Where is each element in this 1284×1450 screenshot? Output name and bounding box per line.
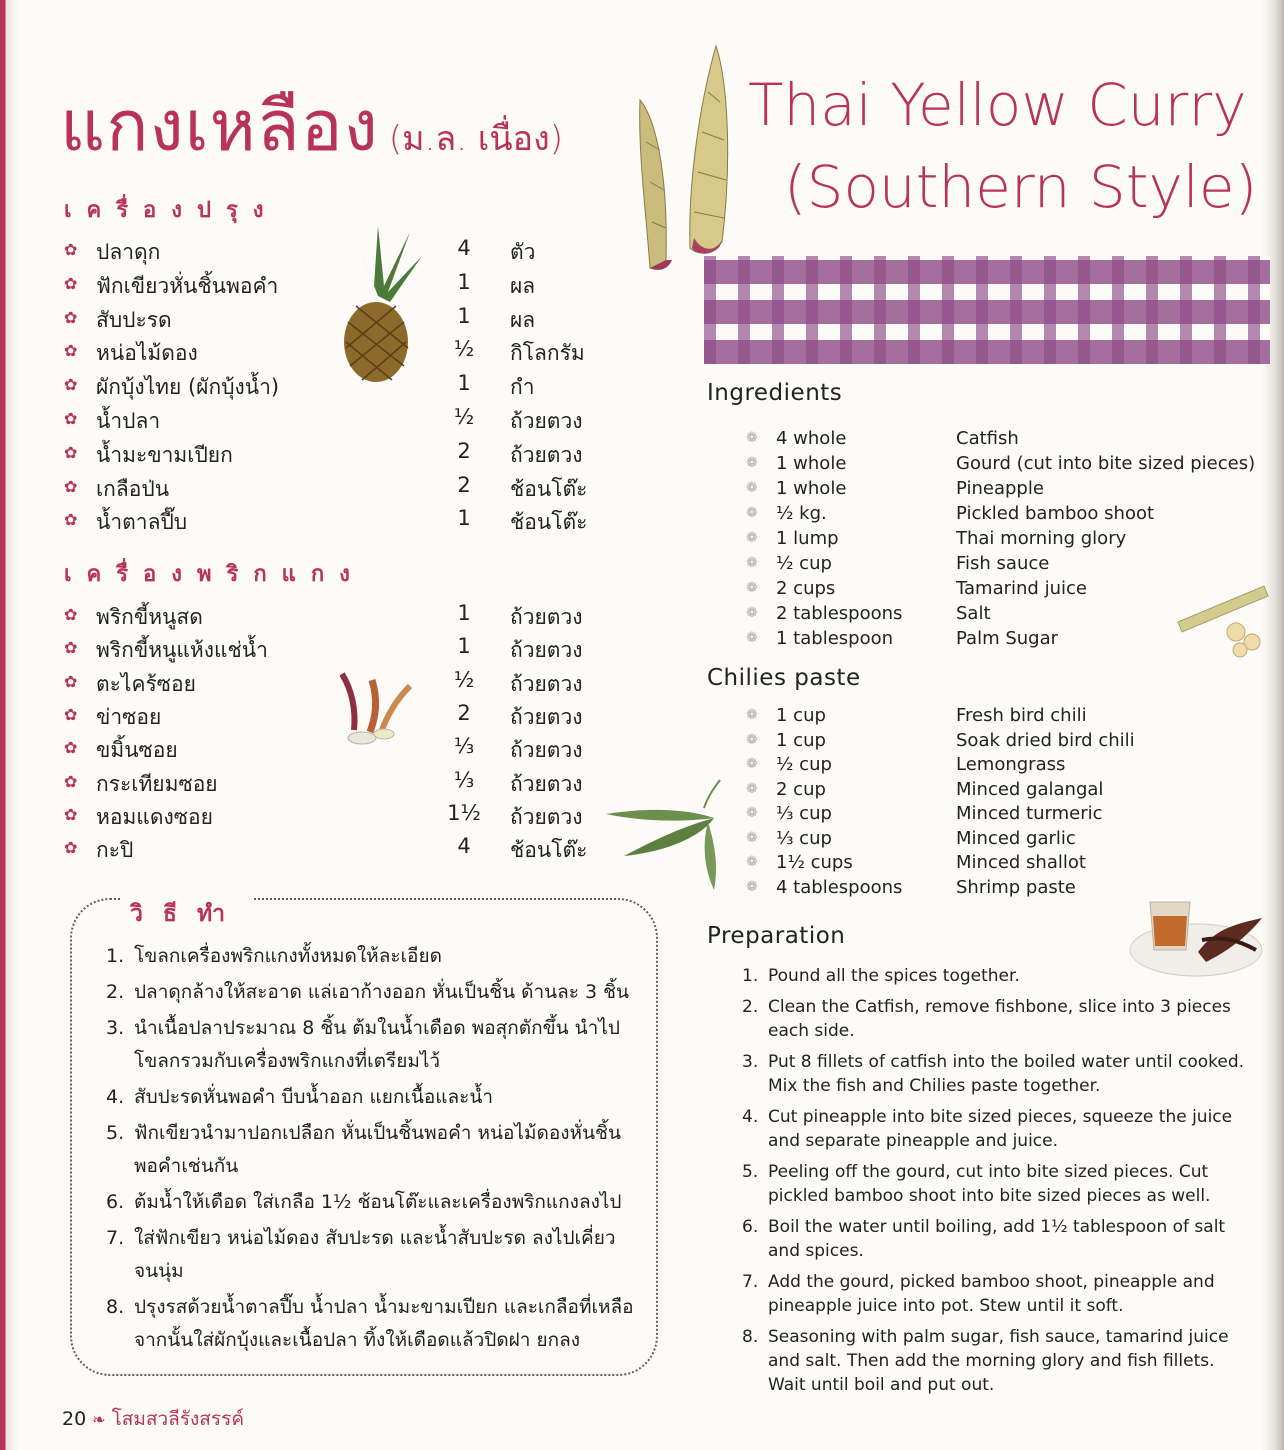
ingredient-qty: 1 <box>457 371 471 396</box>
flower-bullet-icon: ❁ <box>746 805 758 821</box>
bamboo-shoot-illustration <box>628 42 748 278</box>
ingredient-name: หน่อไม้ดอง <box>96 341 198 366</box>
ingredient-item: Pickled bamboo shoot <box>956 503 1155 524</box>
method-step <box>106 1186 634 1219</box>
ingredient-name: ฟักเขียวหั่นชิ้นพอคำ <box>96 273 279 298</box>
step-text: โขลกเครื่องพริกแกงทั้งหมดให้ละเอียด <box>134 945 442 967</box>
ingredient-unit: ถ้วยตวง <box>510 605 583 629</box>
method-step <box>106 976 634 1009</box>
ingredient-unit: ถ้วยตวง <box>510 738 583 763</box>
spices-illustration <box>332 670 420 750</box>
ingredient-item: Minced shallot <box>956 852 1086 873</box>
step-text: Seasoning with palm sugar, fish sauce, tamarind juice and salt. Then add the morning glory and fish fillets. Wait until boil and put out. <box>768 1327 1229 1395</box>
ingredient-name: กระเทียมซอย <box>96 771 218 796</box>
ingredient-qty: ½ <box>453 405 475 429</box>
flower-bullet-icon: ❁ <box>746 854 758 870</box>
leaf-icon: ❧ <box>92 1410 106 1429</box>
flower-bullet-icon: ✿ <box>64 804 78 824</box>
ingredient-qty: 2 <box>457 438 471 463</box>
ingredient-amount: 1 tablespoon <box>776 628 893 649</box>
ingredient-name: น้ำตาลปี๊บ <box>96 510 188 535</box>
ingredient-name: ผักบุ้งไทย (ผักบุ้งน้ำ) <box>96 375 280 400</box>
ingredient-unit: ถ้วยตวง <box>510 442 583 467</box>
ingredient-unit: ผล <box>510 307 536 332</box>
flower-bullet-icon: ❁ <box>746 878 758 895</box>
step-number: 7. <box>742 1272 759 1292</box>
method-step <box>742 995 1254 1043</box>
ingredient-name: พริกขี้หนูแห้งแช่น้ำ <box>96 638 268 663</box>
ingredient-amount: 1 whole <box>776 453 847 474</box>
ingredient-item: Lemongrass <box>956 754 1066 775</box>
ingredient-unit: ถ้วยตวง <box>510 638 583 663</box>
step-number: 3. <box>106 1017 125 1039</box>
ingredient-item: Tamarind juice <box>956 578 1087 599</box>
ingredient-amount: 1 cup <box>776 729 826 751</box>
ingredient-name: เกลือป่น <box>96 476 170 501</box>
thai-method-heading: วิธีทำ <box>122 896 253 932</box>
ingredient-unit: ช้อนโต๊ะ <box>510 838 588 863</box>
ingredient-unit: กำ <box>510 375 535 400</box>
ingredient-amount: ½ cup <box>776 754 832 775</box>
ingredient-name: ข่าซอย <box>96 704 162 729</box>
thai-title-sub: (ม.ล. เนื่อง) <box>388 119 563 159</box>
ingredient-unit: ถ้วยตวง <box>510 704 583 729</box>
english-title <box>748 64 1268 228</box>
step-text: Peeling off the gourd, cut into bite sized pieces. Cut pickled bamboo shoot into bite sized pieces as well. <box>768 1162 1211 1206</box>
step-number: 2. <box>106 981 125 1003</box>
step-text: Add the gourd, picked bamboo shoot, pineapple and pineapple juice into pot. Stew until it soft. <box>768 1272 1215 1316</box>
step-number: 5. <box>742 1162 759 1182</box>
ingredient-item: Pineapple <box>956 478 1044 499</box>
ingredient-qty: 1 <box>457 303 471 328</box>
step-text: ปลาดุกล้างให้สะอาด แล่เอาก้างออก หั่นเป็นชิ้น ด้านละ 3 ชิ้น <box>134 981 630 1003</box>
ingredient-qty: ⅓ <box>453 767 475 792</box>
step-text: ใส่ฟักเขียว หน่อไม้ดอง สับปะรด และน้ำสับปะรด ลงไปเคี่ยวจนนุ่ม <box>134 1227 616 1282</box>
magazine-name: โสมสวลีรังสรรค์ <box>111 1408 245 1430</box>
ingredient-item: Catfish <box>956 428 1019 449</box>
ingredient-item: Fresh bird chili <box>956 705 1087 726</box>
step-text: Put 8 fillets of catfish into the boiled water until cooked. Mix the fish and Chilies paste together. <box>768 1052 1245 1096</box>
ingredient-item: Thai morning glory <box>956 528 1127 549</box>
ingredient-item: Fish sauce <box>956 553 1050 574</box>
ingredient-amount: 4 tablespoons <box>776 876 903 898</box>
ingredient-item: Minced turmeric <box>956 803 1103 824</box>
ingredient-qty: 1 <box>457 269 471 294</box>
ingredient-name: ขมิ้นซอย <box>96 738 178 763</box>
flower-bullet-icon: ✿ <box>64 738 78 758</box>
ingredient-unit: ถ้วยตวง <box>510 671 583 696</box>
ingredient-item: Shrimp paste <box>956 876 1076 898</box>
ingredient-qty: 4 <box>457 236 471 260</box>
method-step <box>742 1270 1254 1318</box>
ingredient-unit: ถ้วยตวง <box>510 771 583 796</box>
thai-paste-heading: เครื่องพริกแกง <box>64 562 365 587</box>
method-step <box>106 1012 634 1078</box>
thai-title-main: แกงเหลือง <box>60 85 379 167</box>
ingredient-amount: ½ kg. <box>776 503 827 524</box>
ingredient-unit: ตัว <box>510 240 536 264</box>
flower-bullet-icon: ✿ <box>64 476 78 496</box>
ingredient-amount: 1 lump <box>776 528 839 549</box>
ingredient-unit: ช้อนโต๊ะ <box>510 476 588 501</box>
ingredient-amount: ⅓ cup <box>776 827 832 849</box>
step-number: 2. <box>742 997 759 1017</box>
ingredient-qty: ½ <box>453 667 475 692</box>
en-ingredients-heading: Ingredients <box>707 380 843 406</box>
flower-bullet-icon: ✿ <box>64 838 78 858</box>
flower-bullet-icon: ❁ <box>746 780 758 797</box>
flower-bullet-icon: ❁ <box>746 829 758 846</box>
method-step <box>742 1050 1254 1098</box>
flower-bullet-icon: ❁ <box>746 630 758 646</box>
flower-bullet-icon: ✿ <box>64 240 78 259</box>
ingredient-qty: 1 <box>457 601 471 625</box>
step-number: 5. <box>106 1122 125 1144</box>
step-text: ปรุงรสด้วยน้ำตาลปี๊บ น้ำปลา น้ำมะขามเปียก และเกลือที่เหลือ จากนั้นใส่ผักบุ้งและเนื้อปลา ทิ้งให้เดือดแล้วปิดฝา ยกลง <box>134 1296 634 1351</box>
ingredient-name: น้ำปลา <box>96 409 161 433</box>
flower-bullet-icon: ❁ <box>746 455 758 471</box>
ingredient-qty: ⅓ <box>453 734 475 759</box>
ingredient-amount: 1 cup <box>776 705 826 726</box>
flower-bullet-icon: ❁ <box>746 480 758 496</box>
flower-bullet-icon: ❁ <box>746 580 758 596</box>
method-step <box>742 1105 1254 1153</box>
en-preparation-heading: Preparation <box>707 923 846 949</box>
flower-bullet-icon: ✿ <box>64 704 78 724</box>
ingredient-item: Minced galangal <box>956 778 1104 800</box>
method-step <box>106 1291 634 1357</box>
flower-bullet-icon: ✿ <box>64 273 78 293</box>
ingredient-qty: 4 <box>457 834 471 859</box>
ingredient-name: สับปะรด <box>96 307 172 332</box>
step-number: 6. <box>106 1191 125 1213</box>
method-step <box>106 940 634 973</box>
step-number: 1. <box>742 966 759 986</box>
ingredient-name: หอมแดงซอย <box>96 804 213 829</box>
step-text: Pound all the spices together. <box>768 966 1020 986</box>
ingredient-unit: ถ้วยตวง <box>510 804 583 829</box>
ingredient-amount: 4 whole <box>776 428 847 449</box>
step-text: Clean the Catfish, remove fishbone, slice into 3 pieces each side. <box>768 997 1231 1041</box>
flower-bullet-icon: ❁ <box>746 756 758 772</box>
step-number: 8. <box>106 1296 125 1318</box>
flower-bullet-icon: ✿ <box>64 771 78 791</box>
step-text: นำเนื้อปลาประมาณ 8 ชิ้น ต้มในน้ำเดือด พอสุกตักขึ้น นำไปโขลกรวมกับเครื่องพริกแกงที่เตรียมไว้ <box>134 1017 620 1072</box>
flower-bullet-icon: ✿ <box>64 307 78 327</box>
ingredient-item: Gourd (cut into bite sized pieces) <box>956 453 1256 474</box>
ingredient-name: พริกขี้หนูสด <box>96 605 203 629</box>
english-title-line1: Thai Yellow Curry <box>748 71 1247 139</box>
step-text: Boil the water until boiling, add 1½ tablespoon of salt and spices. <box>768 1217 1226 1261</box>
lemongrass-illustration <box>1176 578 1270 660</box>
ingredient-amount: 1½ cups <box>776 852 853 873</box>
step-number: 3. <box>742 1052 759 1072</box>
ingredient-unit: ช้อนโต๊ะ <box>510 510 588 535</box>
flower-bullet-icon: ✿ <box>64 605 78 624</box>
step-text: Cut pineapple into bite sized pieces, squeeze the juice and separate pineapple and juice. <box>768 1107 1233 1151</box>
ingredient-qty: ½ <box>453 337 475 362</box>
page-number: 20 <box>62 1408 87 1430</box>
ingredient-item: Minced garlic <box>956 827 1076 849</box>
step-text: สับปะรดหั่นพอคำ บีบน้ำออก แยกเนื้อและน้ำ <box>134 1086 494 1108</box>
ingredient-amount: ½ cup <box>776 553 832 574</box>
page-footer <box>62 1404 244 1434</box>
ingredient-unit: กิโลกรัม <box>510 341 585 366</box>
flower-bullet-icon: ✿ <box>64 375 78 395</box>
ingredient-qty: 2 <box>457 472 471 497</box>
step-number: 8. <box>742 1327 759 1347</box>
ingredient-name: ตะไคร้ซอย <box>96 671 196 696</box>
step-text: ฟักเขียวนำมาปอกเปลือก หั่นเป็นชิ้นพอคำ หน่อไม้ดองหั่นชิ้นพอคำเช่นกัน <box>134 1122 621 1177</box>
flower-bullet-icon: ❁ <box>746 731 758 748</box>
step-number: 4. <box>106 1086 125 1108</box>
ingredient-unit: ผล <box>510 273 536 298</box>
flower-bullet-icon: ✿ <box>64 409 78 428</box>
method-step <box>106 1081 634 1114</box>
ingredient-qty: 1 <box>457 506 471 531</box>
step-number: 4. <box>742 1107 759 1127</box>
flower-bullet-icon: ✿ <box>64 671 78 691</box>
gingham-pattern <box>704 256 1270 364</box>
method-step <box>106 1222 634 1288</box>
ingredient-name: กะปิ <box>96 838 134 863</box>
ingredient-amount: 1 whole <box>776 478 847 499</box>
step-number: 7. <box>106 1227 125 1249</box>
flower-bullet-icon: ❁ <box>746 430 758 446</box>
ingredient-amount: 2 cups <box>776 578 836 599</box>
thai-title <box>60 70 563 181</box>
flower-bullet-icon: ❁ <box>746 605 758 621</box>
flower-bullet-icon: ✿ <box>64 638 78 658</box>
method-step <box>742 1160 1254 1208</box>
method-step <box>742 1215 1254 1263</box>
flower-bullet-icon: ✿ <box>64 510 78 530</box>
ingredient-amount: 2 cup <box>776 778 826 800</box>
step-number: 1. <box>106 945 125 967</box>
flower-bullet-icon: ❁ <box>746 530 758 546</box>
ingredient-item: Palm Sugar <box>956 628 1059 649</box>
ingredient-qty: 2 <box>457 700 471 725</box>
flower-bullet-icon: ❁ <box>746 505 758 521</box>
thai-ingredients-heading: เครื่องปรุง <box>64 198 279 223</box>
leaves-illustration <box>604 778 730 892</box>
ingredient-name: ปลาดุก <box>96 240 161 264</box>
method-step <box>742 1325 1254 1397</box>
method-step <box>742 964 1254 988</box>
ingredient-qty: 1 <box>457 634 471 659</box>
pineapple-illustration <box>332 226 424 384</box>
page-spine-edge <box>0 0 18 1450</box>
ingredient-qty: 1½ <box>447 800 481 825</box>
flower-bullet-icon: ❁ <box>746 555 758 571</box>
flower-bullet-icon: ❁ <box>746 707 758 723</box>
ingredient-item: Soak dried bird chili <box>956 729 1135 751</box>
en-paste-heading: Chilies paste <box>707 665 861 691</box>
english-title-line2: (Southern Style) <box>784 153 1258 221</box>
ingredient-name: น้ำมะขามเปียก <box>96 442 233 467</box>
step-text: ต้มน้ำให้เดือด ใส่เกลือ 1½ ช้อนโต๊ะและเครื่องพริกแกงลงไป <box>134 1191 622 1213</box>
flower-bullet-icon: ✿ <box>64 341 78 361</box>
step-number: 6. <box>742 1217 759 1237</box>
ingredient-item: Salt <box>956 603 991 624</box>
ingredient-unit: ถ้วยตวง <box>510 409 583 433</box>
ingredient-amount: 2 tablespoons <box>776 603 903 624</box>
ingredient-amount: ⅓ cup <box>776 803 832 824</box>
flower-bullet-icon: ✿ <box>64 442 78 462</box>
method-step <box>106 1117 634 1183</box>
